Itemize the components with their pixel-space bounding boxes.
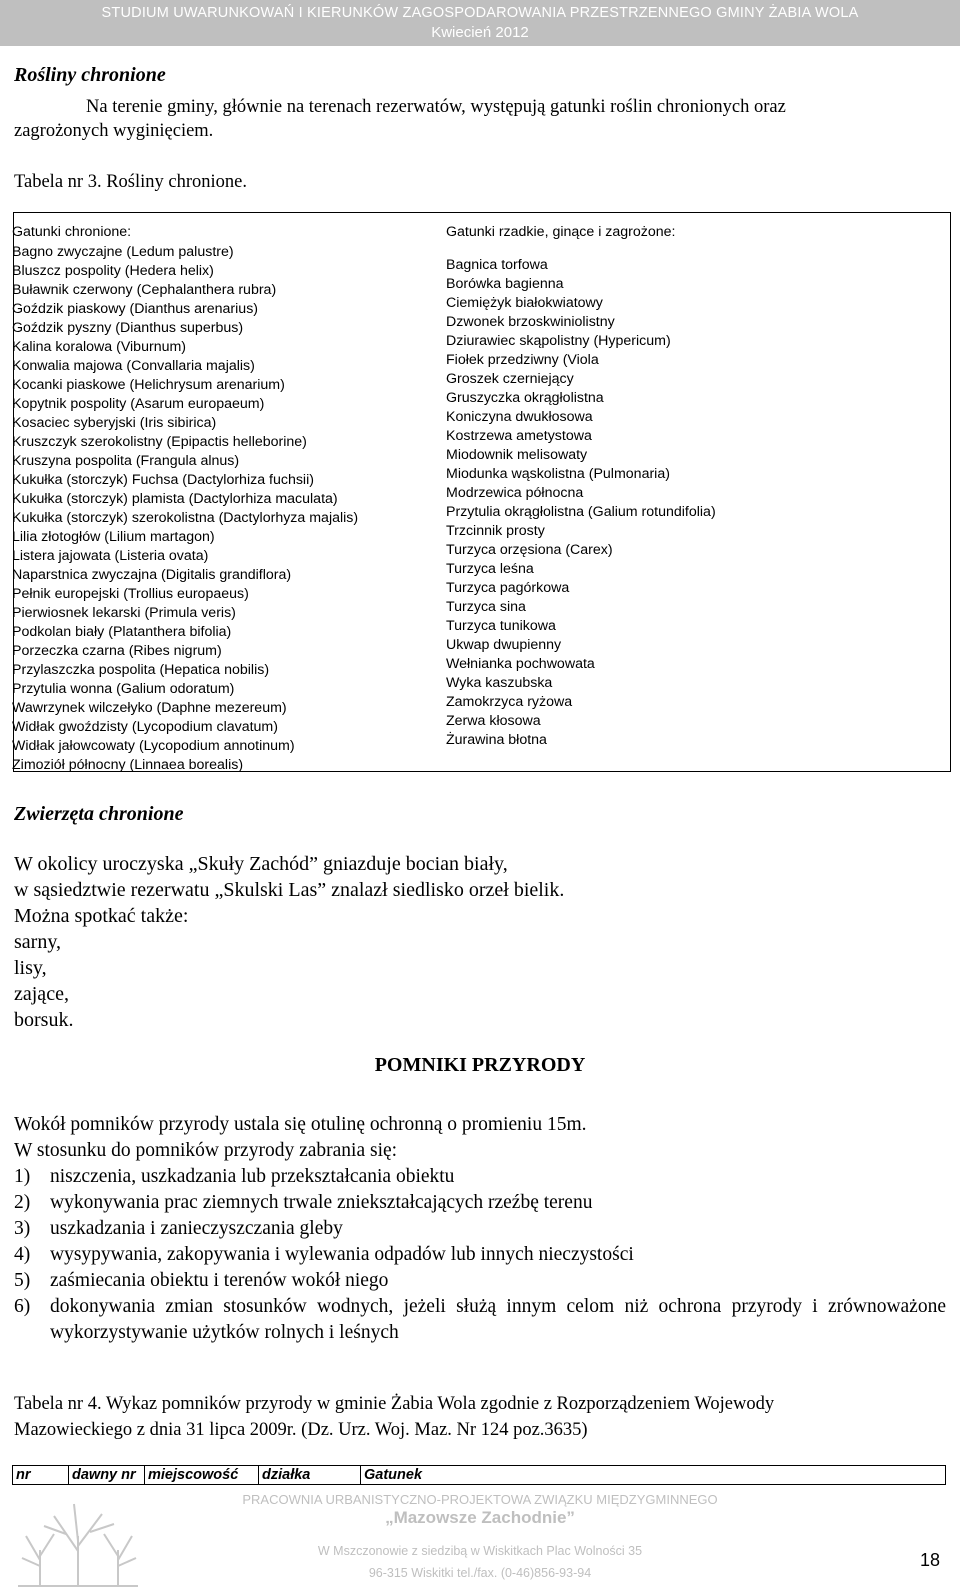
protected-species-header: Gatunki chronione: <box>12 224 132 240</box>
footer-line2: „Mazowsze Zachodnie” <box>385 1508 575 1527</box>
rare-species-item: Ciemiężyk białokwiatowy <box>446 295 603 311</box>
rare-species-item: Fiołek przedziwny (Viola <box>446 352 599 368</box>
rare-species-item: Miodownik melisowaty <box>446 447 588 463</box>
rare-species-column <box>446 223 716 750</box>
monuments-intro-line2: W stosunku do pomników przyrody zabrania się: <box>14 1140 398 1161</box>
animals-line: borsuk. <box>14 1009 74 1031</box>
prohibition-number: 1) <box>14 1166 31 1187</box>
prohibition-text: uszkadzania i zanieczyszczania gleby <box>50 1218 343 1239</box>
protected-species-item: Naparstnica zwyczajna (Digitalis grandiflora) <box>12 567 292 583</box>
protected-species-item: Kopytnik pospolity (Asarum europaeum) <box>12 396 265 412</box>
protected-species-item: Kosaciec syberyjski (Iris sibirica) <box>12 415 217 431</box>
protected-species-item: Lilia złotogłów (Lilium martagon) <box>12 529 215 545</box>
prohibition-text: zaśmiecania obiektu i terenów wokół niego <box>50 1270 389 1291</box>
page-number: 18 <box>919 1550 940 1570</box>
protected-species-item: Buławnik czerwony (Cephalanthera rubra) <box>12 282 277 298</box>
rare-species-item: Ukwap dwupienny <box>446 637 562 653</box>
rare-species-item: Miodunka wąskolistna (Pulmonaria) <box>446 466 670 482</box>
rare-species-item: Wełnianka pochwowata <box>446 656 595 672</box>
monuments-table-header-row <box>12 1465 946 1485</box>
rare-species-item: Turzyca orzęsiona (Carex) <box>446 542 613 558</box>
protected-species-item: Kukułka (storczyk) szerokolistna (Dactylorhyza majalis) <box>12 510 359 526</box>
table-header-locality: miejscowość <box>145 1466 259 1484</box>
animals-section-title: Zwierzęta chronione <box>14 803 184 825</box>
table-header-plot: działka <box>259 1466 361 1484</box>
monuments-title: POMNIKI PRZYRODY <box>374 1054 586 1076</box>
protected-species-item: Kruszczyk szerokolistny (Epipactis helleborine) <box>12 434 307 450</box>
prohibition-text: wykonywania prac ziemnych trwale zniekształcających rzeźbę terenu <box>50 1192 593 1213</box>
rare-species-item: Wyka kaszubska <box>446 675 553 691</box>
protected-species-item: Zimoziół północny (Linnaea borealis) <box>12 757 244 773</box>
prohibition-number: 3) <box>14 1218 31 1239</box>
rare-species-item: Dziurawiec skąpolistny (Hypericum) <box>446 333 671 349</box>
protected-species-item: Podkolan biały (Platanthera bifolia) <box>12 624 232 640</box>
animals-line: zające, <box>14 983 69 1005</box>
footer-line1: PRACOWNIA URBANISTYCZNO-PROJEKTOWA ZWIĄZKU MIĘDZYGMINNEGO <box>242 1492 718 1507</box>
animals-line: W okolicy uroczyska „Skuły Zachód” gniazduje bocian biały, <box>14 853 508 875</box>
protected-species-item: Kocanki piaskowe (Helichrysum arenarium) <box>12 377 285 393</box>
page-header <box>0 0 960 46</box>
animals-line: sarny, <box>14 931 62 953</box>
monuments-table-caption <box>14 1391 944 1443</box>
prohibition-number: 2) <box>14 1192 31 1213</box>
plants-table-caption: Tabela nr 3. Rośliny chronione. <box>14 172 247 192</box>
prohibition-text: niszczenia, uszkadzania lub przekształcania obiektu <box>50 1166 455 1187</box>
rare-species-item: Zamokrzyca ryżowa <box>446 694 573 710</box>
rare-species-item: Zerwa kłosowa <box>446 713 541 729</box>
rare-species-item: Turzyca sina <box>446 599 526 615</box>
monuments-table-caption-line2: Mazowieckiego z dnia 31 lipca 2009r. (Dz. Urz. Woj. Maz. Nr 124 poz.3635) <box>14 1420 588 1440</box>
protected-species-item: Przylaszczka pospolita (Hepatica nobilis) <box>12 662 270 678</box>
rare-species-item: Bagnica torfowa <box>446 257 548 273</box>
plants-section-title: Rośliny chronione <box>14 64 166 86</box>
prohibition-item <box>14 1294 946 1346</box>
footer-line3: W Mszczonowie z siedzibą w Wiskitkach Plac Wolności 35 <box>317 1544 643 1558</box>
protected-species-item: Bluszcz pospolity (Hedera helix) <box>12 263 214 279</box>
plants-intro-line1: Na terenie gminy, głównie na terenach rezerwatów, występują gatunki roślin chronionych oraz <box>86 97 786 117</box>
protected-species-item: Kukułka (storczyk) Fuchsa (Dactylorhiza fuchsii) <box>12 472 314 488</box>
protected-species-item: Przytulia wonna (Galium odoratum) <box>12 681 235 697</box>
table-header-species: Gatunek <box>364 1467 423 1483</box>
prohibition-number: 5) <box>14 1270 31 1291</box>
prohibition-number: 4) <box>14 1244 31 1265</box>
protected-species-item: Bagno zwyczajne (Ledum palustre) <box>12 244 234 260</box>
protected-species-item: Listera jajowata (Listeria ovata) <box>12 548 209 564</box>
prohibition-text: dokonywania zmian stosunków wodnych, jeżeli służą innym celom niż ochrona przyrody i zrównoważone wykorzystywanie użytków rolnych i leśnych <box>50 1296 946 1343</box>
monuments-prohibitions-list <box>14 1164 946 1346</box>
monuments-intro-line1: Wokół pomników przyrody ustala się otulinę ochronną o promieniu 15m. <box>14 1114 587 1135</box>
rare-species-item: Kostrzewa ametystowa <box>446 428 592 444</box>
rare-species-item: Trzcinnik prosty <box>446 523 545 539</box>
protected-species-item: Kalina koralowa (Viburnum) <box>12 339 187 355</box>
table-header-nr: nr <box>13 1466 69 1484</box>
protected-species-item: Goździk piaskowy (Dianthus arenarius) <box>12 301 259 317</box>
prohibition-item <box>14 1268 946 1294</box>
header-date: Kwiecień 2012 <box>431 24 529 41</box>
animals-line: lisy, <box>14 957 47 979</box>
protected-species-item: Goździk pyszny (Dianthus superbus) <box>12 320 244 336</box>
protected-species-item: Wawrzynek wilczełyko (Daphne mezereum) <box>12 700 287 716</box>
protected-species-item: Pełnik europejski (Trollius europaeus) <box>12 586 249 602</box>
footer-line4: 96-315 Wiskitki tel./fax. (0-46)856-93-94 <box>368 1566 592 1580</box>
monuments-table-caption-line1: Tabela nr 4. Wykaz pomników przyrody w gminie Żabia Wola zgodnie z Rozporządzeniem Wojewody <box>14 1394 775 1414</box>
protected-species-item: Widłak gwoździsty (Lycopodium clavatum) <box>12 719 278 735</box>
table-header-old-nr: dawny nr <box>69 1466 145 1484</box>
monuments-intro <box>14 1112 944 1164</box>
rare-species-item: Groszek czerniejący <box>446 371 574 387</box>
header-title: STUDIUM UWARUNKOWAŃ I KIERUNKÓW ZAGOSPODAROWANIA PRZESTRZENNEGO GMINY ŻABIA WOLA <box>101 5 859 21</box>
rare-species-item: Borówka bagienna <box>446 276 564 292</box>
rare-species-item: Turzyca pagórkowa <box>446 580 570 596</box>
prohibition-item <box>14 1164 946 1190</box>
rare-species-item: Koniczyna dwukłosowa <box>446 409 593 425</box>
protected-species-item: Kukułka (storczyk) plamista (Dactylorhiza maculata) <box>12 491 338 507</box>
animals-line: Można spotkać także: <box>14 905 189 927</box>
rare-species-item: Gruszyczka okrągłolistna <box>446 390 604 406</box>
protected-species-item: Pierwiosnek lekarski (Primula veris) <box>12 605 236 621</box>
rare-species-item: Turzyca tunikowa <box>446 618 556 634</box>
rare-species-item: Turzyca leśna <box>446 561 534 577</box>
protected-species-item: Widłak jałowcowaty (Lycopodium annotinum) <box>12 738 295 754</box>
protected-species-item: Kruszyna pospolita (Frangula alnus) <box>12 453 240 469</box>
protected-species-item: Konwalia majowa (Convallaria majalis) <box>12 358 255 374</box>
prohibition-item <box>14 1190 946 1216</box>
protected-species-item: Porzeczka czarna (Ribes nigrum) <box>12 643 222 659</box>
protected-species-column <box>12 223 358 775</box>
plants-intro-line2: zagrożonych wyginięciem. <box>14 121 214 141</box>
prohibition-item <box>14 1242 946 1268</box>
prohibition-item <box>14 1216 946 1242</box>
rare-species-item: Przytulia okrągłolistna (Galium rotundifolia) <box>446 504 716 520</box>
animals-line: w sąsiedztwie rezerwatu „Skulski Las” znalazł siedlisko orzeł bielik. <box>14 879 565 901</box>
prohibition-number: 6) <box>14 1296 31 1317</box>
rare-species-header: Gatunki rzadkie, ginące i zagrożone: <box>446 224 676 240</box>
rare-species-item: Modrzewica północna <box>446 485 584 501</box>
prohibition-text: wysypywania, zakopywania i wylewania odpadów lub innych nieczystości <box>50 1244 634 1265</box>
animals-text <box>14 851 564 1033</box>
rare-species-item: Żurawina błotna <box>446 732 547 748</box>
rare-species-item: Dzwonek brzoskwiniolistny <box>446 314 615 330</box>
